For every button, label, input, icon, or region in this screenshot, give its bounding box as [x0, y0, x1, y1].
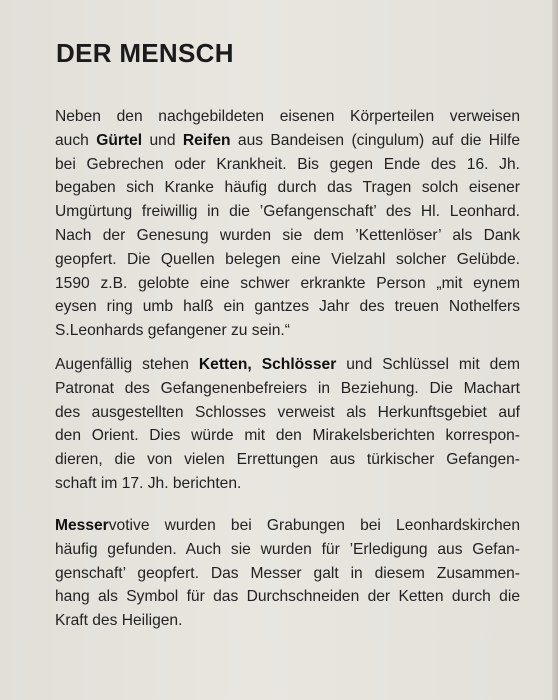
text-line: Augenfällig stehen Ketten, Schlösser und Schlüssel mit dem	[55, 356, 520, 373]
paragraph-messervotive	[55, 514, 520, 633]
paragraph-guertel-reifen	[55, 105, 520, 343]
text-line: auch Gürtel und Reifen aus Bandeisen (cingulum) auf die Hilfe	[55, 131, 521, 149]
text-line: des ausgestellten Schlosses verweist als Herkunftsgebiet auf	[55, 403, 520, 421]
text-line: 1590 z.B. gelobte eine schwer erkrankte Person „mit eynem	[55, 274, 520, 292]
text-line: Messervotive wurden bei Grabungen bei Leonhardskirchen	[55, 517, 520, 534]
text-line: bei Gebrechen oder Krankheit. Bis gegen Ende des 16. Jh.	[55, 155, 520, 173]
text-line: Nach der Genesung wurden sie dem ’Kettenlöser’ als Dank	[55, 226, 520, 244]
text-line: den Orient. Dies würde mit den Mirakelsberichten korrespon-	[55, 427, 520, 445]
text-line: begaben sich Kranke häufig durch das Tragen solch eisener	[55, 179, 520, 197]
keyword-reifen: Reifen	[182, 131, 231, 149]
keyword-guertel: Gürtel	[96, 131, 143, 149]
page-title: DER MENSCH	[56, 38, 234, 68]
text-line: schaft im 17. Jh. berichten.	[55, 474, 242, 492]
text-line: geopfert. Die Quellen belegen eine Vielzahl solcher Gelübde.	[55, 250, 520, 268]
text-line: dieren, die von vielen Errettungen aus türkischer Gefangen-	[55, 451, 520, 469]
text-line: genschaft’ geopfert. Das Messer galt in diesem Zusammen-	[55, 564, 520, 582]
text-line: Umgürtung freiwillig in die ’Gefangenschaft’ des Hl. Leonhard.	[55, 203, 520, 221]
keyword-messer: Messer	[55, 517, 109, 534]
text-line: eysen ring umb halß ein gantzes Jahr des treuen Nothelfers	[55, 298, 520, 316]
text-line: S.Leonhards gefangener zu sein.“	[55, 322, 290, 340]
text-line: Patronat des Gefangenenbefreiers in Beziehung. Die Machart	[55, 379, 520, 397]
text-line: Neben den nachgebildeten eisenen Körperteilen verweisen	[55, 108, 520, 125]
text-line: häufig gefunden. Auch sie wurden für ’Erledigung aus Gefan-	[55, 540, 520, 558]
panel-edge-shadow	[552, 0, 558, 700]
paragraph-ketten-schloesser	[55, 353, 520, 496]
text-line: hang als Symbol für das Durchschneiden der Ketten durch die	[55, 588, 520, 606]
keyword-ketten-schloesser: Ketten, Schlösser	[198, 356, 337, 373]
text-line: Kraft des Heiligen.	[55, 612, 183, 630]
